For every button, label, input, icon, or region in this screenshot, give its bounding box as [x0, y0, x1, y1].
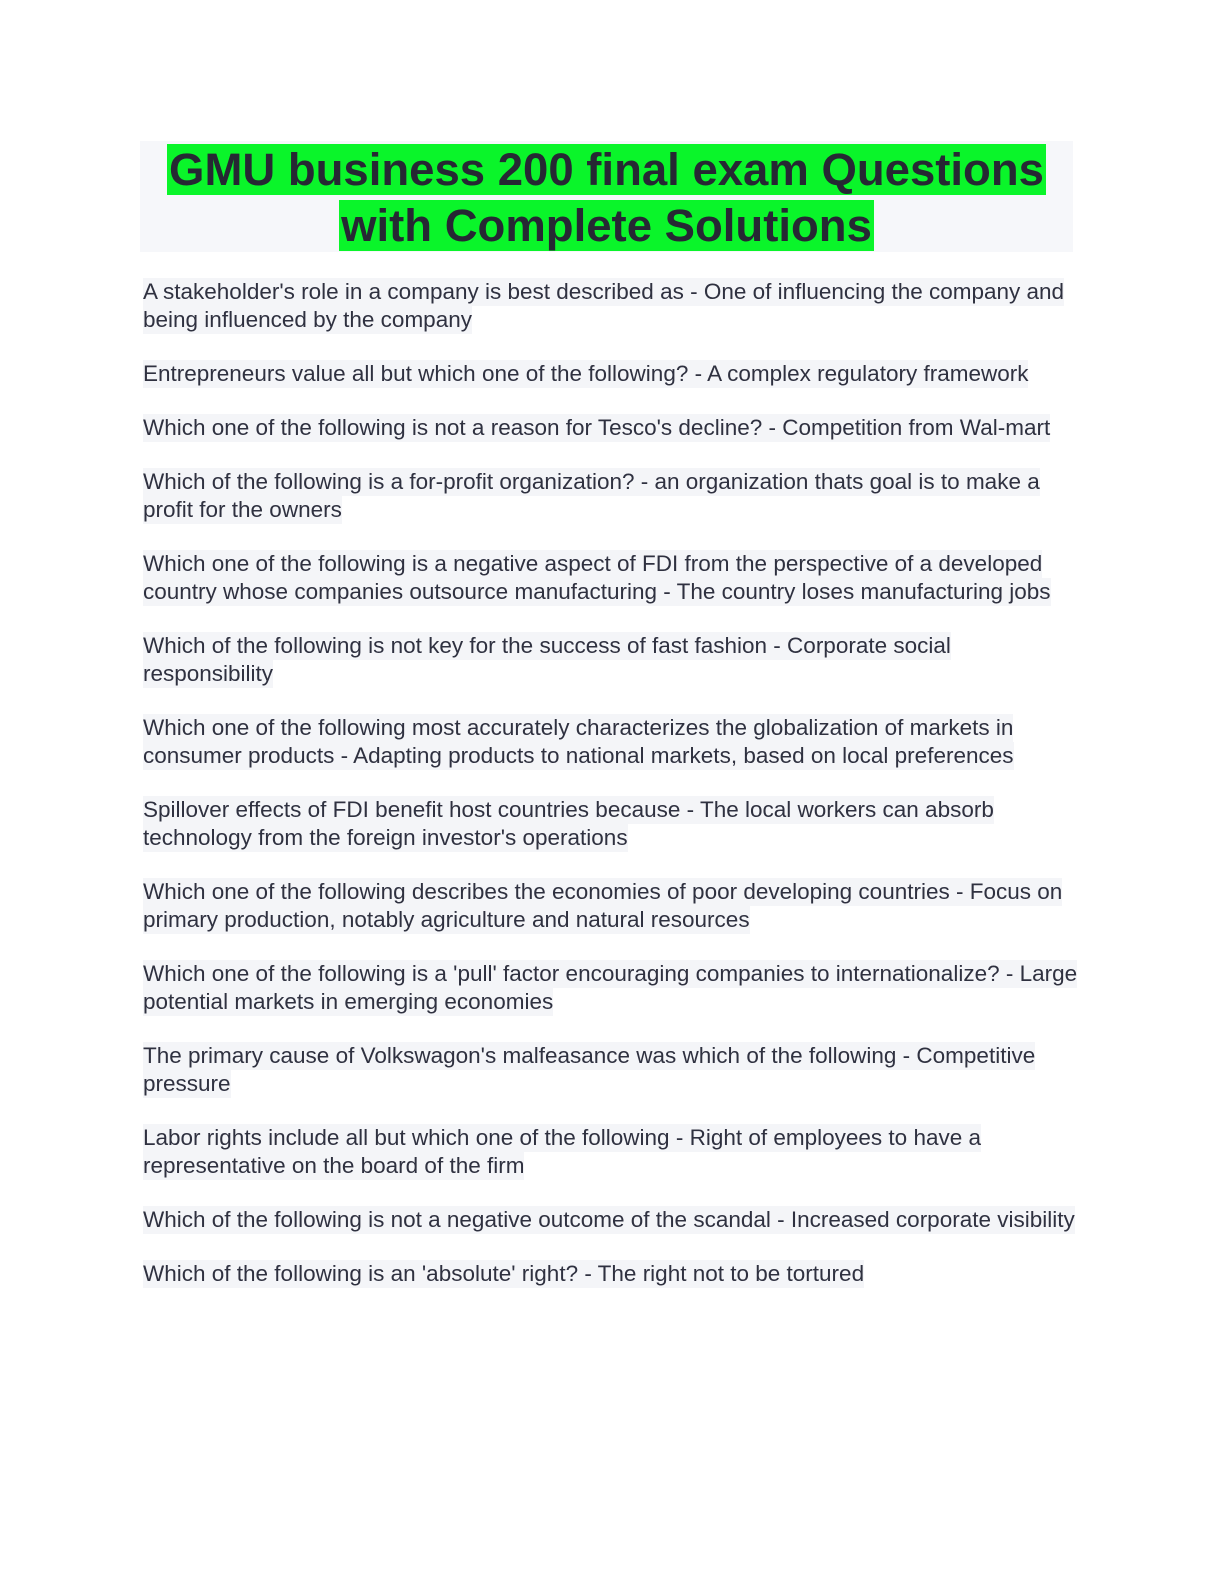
qa-text: Labor rights include all but which one of the following - Right of employees to have a representative on the board of the firm	[143, 1125, 981, 1178]
qa-list	[143, 278, 1078, 1314]
qa-item	[143, 1260, 1078, 1288]
qa-item	[143, 1042, 1078, 1098]
qa-item	[143, 1124, 1078, 1180]
qa-item	[143, 878, 1078, 934]
qa-item	[143, 632, 1078, 688]
title-block	[140, 141, 1073, 252]
qa-text: Which one of the following is a 'pull' factor encouraging companies to internationalize? - Large potential markets in emerging economies	[143, 961, 1078, 1014]
qa-item	[143, 360, 1078, 388]
qa-text: Which one of the following most accurately characterizes the globalization of markets in consumer products - Adapting products to national markets, based on local preferences	[143, 715, 1014, 768]
qa-item	[143, 796, 1078, 852]
qa-item	[143, 468, 1078, 524]
qa-text: Which of the following is a for-profit organization? - an organization thats goal is to make a profit for the owners	[143, 469, 1040, 522]
qa-text: Which of the following is an 'absolute' right? - The right not to be tortured	[143, 1261, 865, 1286]
qa-text: Which one of the following describes the economies of poor developing countries - Focus on primary production, notably agriculture and natural resources	[143, 879, 1063, 932]
qa-text: Which one of the following is a negative aspect of FDI from the perspective of a developed country whose companies outsource manufacturing - The country loses manufacturing jobs	[143, 551, 1051, 604]
qa-item	[143, 550, 1078, 606]
qa-item	[143, 278, 1078, 334]
qa-text: Which of the following is not key for the success of fast fashion - Corporate social responsibility	[143, 633, 951, 686]
qa-item	[143, 714, 1078, 770]
qa-text: The primary cause of Volkswagon's malfeasance was which of the following - Competitive pressure	[143, 1043, 1036, 1096]
qa-item	[143, 1206, 1078, 1234]
qa-text: Which one of the following is not a reason for Tesco's decline? - Competition from Wal-mart	[143, 415, 1051, 440]
qa-text: Which of the following is not a negative outcome of the scandal - Increased corporate visibility	[143, 1207, 1075, 1232]
qa-text: A stakeholder's role in a company is best described as - One of influencing the company and being influenced by the company	[143, 279, 1065, 332]
title-line-1: GMU business 200 final exam Questions	[169, 144, 1044, 195]
qa-item	[143, 960, 1078, 1016]
title-line-2: with Complete Solutions	[341, 200, 872, 251]
qa-text: Entrepreneurs value all but which one of the following? - A complex regulatory framework	[143, 361, 1029, 386]
qa-item	[143, 414, 1078, 442]
qa-text: Spillover effects of FDI benefit host countries because - The local workers can absorb technology from the foreign investor's operations	[143, 797, 994, 850]
page-title	[140, 141, 1073, 254]
